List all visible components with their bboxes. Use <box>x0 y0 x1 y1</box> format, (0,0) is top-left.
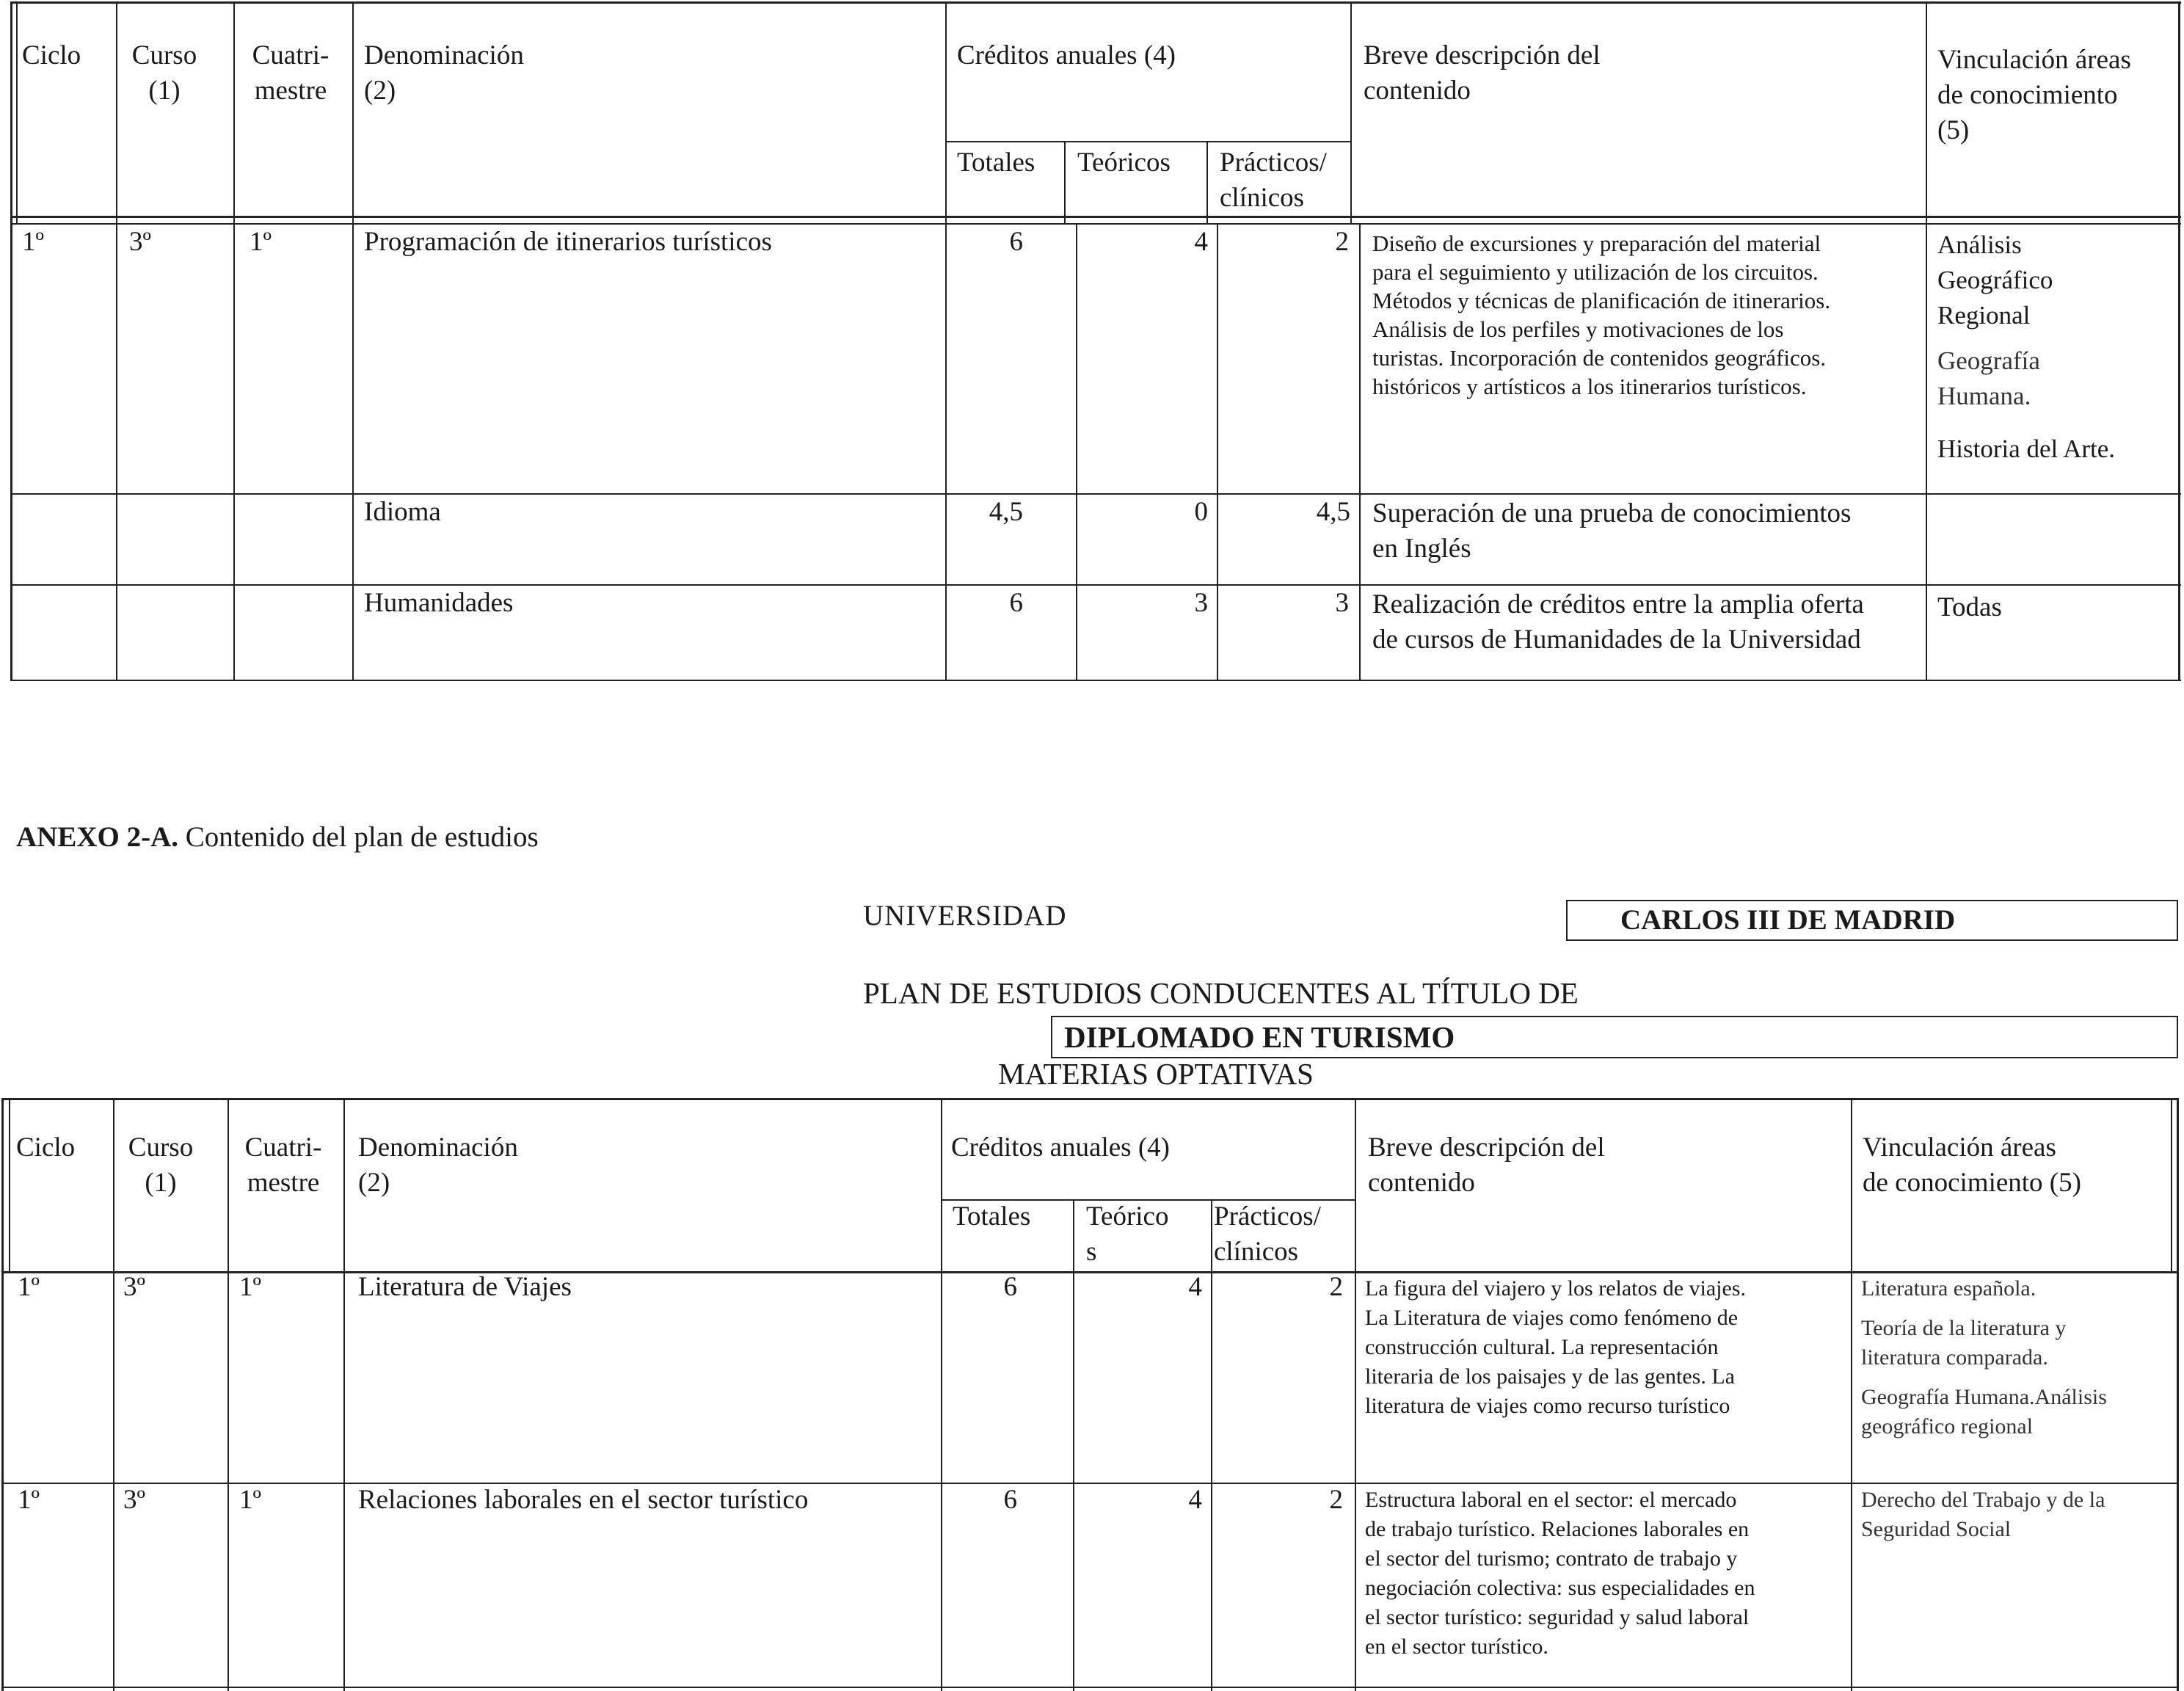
row-a-practicos: 2 <box>1329 1272 1343 1302</box>
row1-denominacion: Programación de itinerarios turísticos <box>364 227 772 257</box>
row1-areas: Análisis Geográfico Regional Geografía Humana. Historia del Arte. <box>1937 230 2116 463</box>
table-1-col-line <box>1926 1 1927 681</box>
table-1-col-line <box>1064 141 1066 223</box>
row2-teoricos: 0 <box>1194 497 1208 527</box>
table-1-col-line <box>233 1 235 681</box>
header-totales: Totales <box>957 148 1035 178</box>
row3-descripcion: Realización de créditos entre la amplia oferta de cursos de Humanidades de la Universidad <box>1372 589 1864 655</box>
table-2-left-border <box>1 1098 4 1691</box>
row-b-practicos: 2 <box>1329 1485 1343 1515</box>
header-cuatrimestre: Cuatri- mestre <box>252 40 330 106</box>
row-a-curso: 3º <box>123 1272 145 1302</box>
header2-denominacion: Denominación (2) <box>358 1132 518 1198</box>
table-1-col-line <box>1206 141 1208 223</box>
row1-totales: 6 <box>1009 227 1023 257</box>
row1-descripcion: Diseño de excursiones y preparación del material para el seguimiento y utilización de los circuitos. Métodos y técnicas de planificación de itinerarios. Análisis de los perfiles y motivaciones de los turistas. Incorporación de contenidos geográficos. históricos y artísticos a los itinerarios turísticos. <box>1372 230 1831 399</box>
table-1-col-line <box>1217 223 1218 681</box>
table-2-col-line <box>1211 1199 1212 1691</box>
row-b-curso: 3º <box>123 1485 145 1515</box>
degree-name: DIPLOMADO EN TURISMO <box>1064 1020 1455 1054</box>
header2-breve-descripcion: Breve descripción del contenido <box>1368 1132 1605 1198</box>
header2-totales: Totales <box>953 1201 1031 1232</box>
header-denominacion: Denominación (2) <box>364 40 524 106</box>
header-breve-descripcion: Breve descripción del contenido <box>1364 40 1601 106</box>
table-2-left-border-2 <box>9 1098 10 1271</box>
table-1-left-border-2 <box>16 1 18 223</box>
table-1-right-border <box>2178 1 2180 681</box>
table-1-bottom-border <box>10 680 2181 681</box>
table-2-right-border <box>2177 1098 2179 1691</box>
row3-denominacion: Humanidades <box>364 588 514 618</box>
header2-curso: Curso (1) <box>128 1132 194 1198</box>
table-1-col-line <box>352 1 354 681</box>
row1-practicos: 2 <box>1335 227 1349 257</box>
row3-practicos: 3 <box>1335 588 1349 618</box>
table-2-right-border-2 <box>2171 1098 2172 1271</box>
row1-teoricos: 4 <box>1194 227 1208 257</box>
table-1-col-line <box>1076 223 1077 681</box>
header-curso: Curso (1) <box>131 40 197 106</box>
row-b-ciclo: 1º <box>18 1485 40 1515</box>
degree-box <box>1051 1016 2178 1058</box>
table-2-col-line <box>941 1098 942 1691</box>
header-ciclo: Ciclo <box>22 40 81 70</box>
row-a-totales: 6 <box>1003 1272 1017 1302</box>
table-1-col-line <box>1350 1 1352 223</box>
row-a-cuatrimestre: 1º <box>239 1272 261 1302</box>
row3-teoricos: 3 <box>1194 588 1208 618</box>
row2-practicos: 4,5 <box>1316 497 1350 527</box>
table-1-col-line <box>945 1 947 681</box>
row3-totales: 6 <box>1009 588 1023 618</box>
row-a-denominacion: Literatura de Viajes <box>358 1272 572 1302</box>
header2-practicos: Prácticos/ clínicos <box>1214 1201 1321 1267</box>
row2-totales: 4,5 <box>989 497 1023 527</box>
row1-ciclo: 1º <box>22 227 44 257</box>
table-2-col-line <box>1073 1199 1074 1691</box>
table-1-left-border <box>10 1 12 681</box>
header-practicos: Prácticos/ clínicos <box>1220 148 1327 213</box>
header-creditos: Créditos anuales (4) <box>957 40 1176 70</box>
plan-subtitle: MATERIAS OPTATIVAS <box>998 1057 1314 1091</box>
row-a-teoricos: 4 <box>1188 1272 1202 1302</box>
row-b-areas: Derecho del Trabajo y de la Seguridad Social <box>1861 1488 2105 1541</box>
row-b-descripcion: Estructura laboral en el sector: el mercado de trabajo turístico. Relaciones laborales en el sector del turismo; contrato de trabajo y negociación colectiva: sus especialidades en el sector turístico: seguridad y salud laboral en el sector turístico. <box>1365 1488 1755 1659</box>
header-teoricos: Teóricos <box>1077 148 1171 178</box>
header-vinculacion: Vinculación áreas de conocimiento (5) <box>1937 45 2131 145</box>
table-2-col-line <box>1355 1098 1356 1691</box>
table-2-col-line <box>113 1098 114 1691</box>
table-1-top-border <box>10 1 2181 4</box>
header2-cuatrimestre: Cuatri- mestre <box>244 1132 322 1198</box>
row-b-teoricos: 4 <box>1188 1485 1202 1515</box>
table-2-col-line <box>343 1098 345 1691</box>
row-a-ciclo: 1º <box>18 1272 40 1302</box>
row-b-cuatrimestre: 1º <box>239 1485 261 1515</box>
row1-cuatrimestre: 1º <box>250 227 272 257</box>
table-1-credit-subheader-line <box>947 141 1350 142</box>
anexo-label: ANEXO 2-A. <box>16 821 178 853</box>
plan-title: PLAN DE ESTUDIOS CONDUCENTES AL TÍTULO DE <box>863 976 1579 1010</box>
row-a-descripcion: La figura del viajero y los relatos de viajes. La Literatura de viajes como fenómeno de construcción cultural. La representación literaria de los paisajes y de las gentes. La literatura de viajes como recurso turístico <box>1365 1276 1746 1418</box>
header2-vinculacion: Vinculación áreas de conocimiento (5) <box>1863 1132 2081 1198</box>
header2-creditos: Créditos anuales (4) <box>951 1132 1170 1163</box>
row-a-areas: Literatura española. Teoría de la literatura y literatura comparada. Geografía Humana.Análisis geográfico regional <box>1861 1276 2107 1439</box>
anexo-text: Contenido del plan de estudios <box>185 821 539 853</box>
universidad-label: UNIVERSIDAD <box>863 900 1067 931</box>
table-1-col-line <box>1359 223 1361 681</box>
table-1-col-line <box>116 1 117 681</box>
table-2-col-line <box>1851 1098 1852 1691</box>
row3-areas: Todas <box>1937 592 2002 622</box>
row1-curso: 3º <box>129 227 151 257</box>
row-b-totales: 6 <box>1003 1485 1017 1515</box>
row2-denominacion: Idioma <box>364 497 441 527</box>
header2-teoricos: Teórico s <box>1086 1201 1169 1267</box>
table-2-col-line <box>228 1098 229 1691</box>
anexo-heading <box>16 818 539 857</box>
row2-descripcion: Superación de una prueba de conocimientos en Inglés <box>1372 498 1852 564</box>
header2-ciclo: Ciclo <box>16 1132 76 1163</box>
universidad-name-box <box>1566 900 2178 941</box>
row-b-denominacion: Relaciones laborales en el sector turístico <box>358 1485 809 1515</box>
universidad-name: CARLOS III DE MADRID <box>1620 904 1956 936</box>
table-1-header-bottom <box>10 216 2181 218</box>
